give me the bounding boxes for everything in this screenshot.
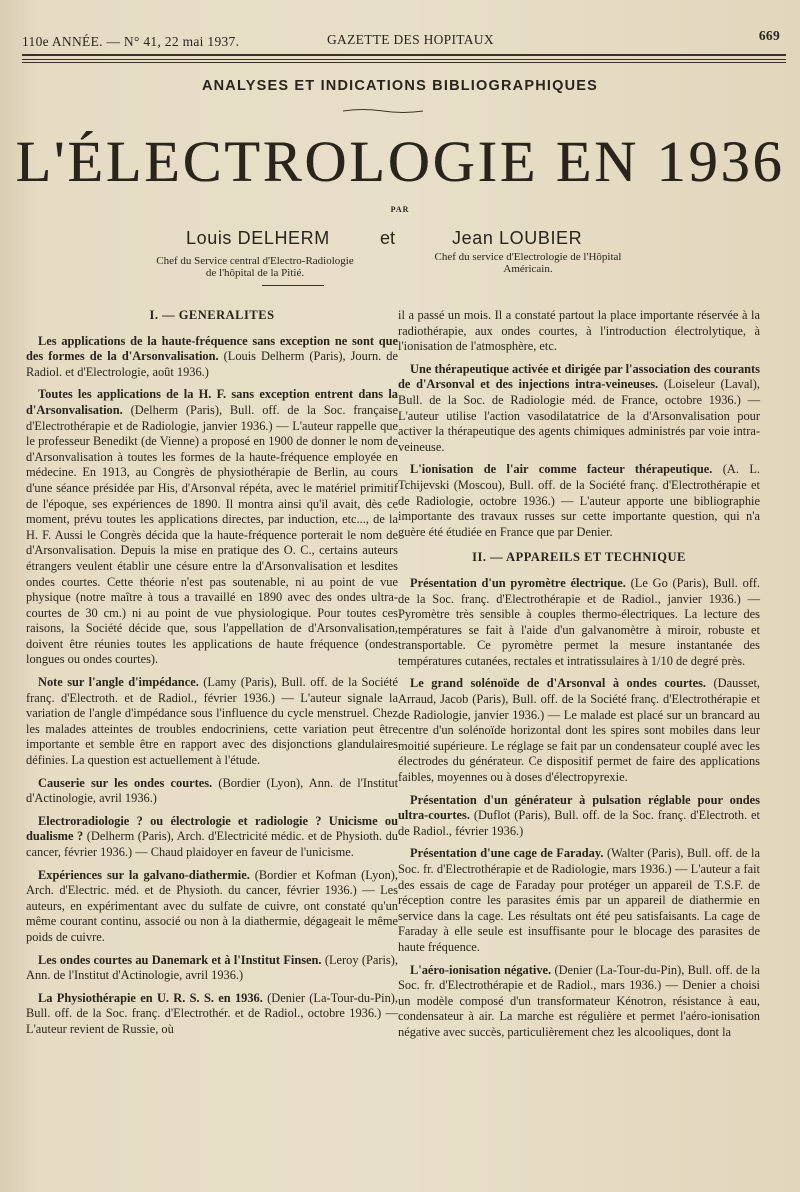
issue-info: 110e ANNÉE. — N° 41, 22 mai 1937. [22,34,240,49]
abstract-entry [398,576,760,670]
entry-title: Une thérapeutique activée et dirigée par l'association des courants de d'Arsonval et des injections intra-veineuses. [398,361,760,392]
entry-title: Causerie sur les ondes courtes. [38,775,213,790]
entry-title: Présentation d'une cage de Faraday. [410,846,604,861]
entry-body: (Delherm (Paris), Arch. d'Electricité médic. et de Physioth. du cancer, février 1936.) — Chaud plaidoyer en faveur de l'unicisme. [26,829,398,859]
abstract-entry [398,793,760,840]
entry-title: Présentation d'un générateur à pulsation réglable pour ondes ultra-courtes. [398,792,760,823]
affiliation-line: Américain. [503,263,553,275]
entry-body: (Bordier et Kofman (Lyon), Arch. d'Electric. méd. et de Physioth. du cancer, février 1936.) — Les auteurs, en expérimentant avec du sulfate de cuivre, ont constaté qu'un même courant continu, associé ou non à la diathermie, dégageait le même poids de cuivre. [26,867,398,944]
abstract-entry [26,675,398,769]
entry-body: (Loiseleur (Laval), Bull. de la Soc. de Radiologie méd. de France, octobre 1936.) — L'auteur utilise l'action vasodilatatrice de la d'Arsonvalisation pour activer la thérapeutique des agents chimiques administrés par voie intra-veineuse. [398,377,760,454]
author-2-name: Jean LOUBIER [452,228,583,248]
entry-body: (Duflot (Paris), Bull. off. de la Soc. franç. d'Electroth. et de Radiol., février 1936.) [398,808,760,838]
byline-par: PAR [390,205,410,214]
entry-body: (Leroy (Paris), Ann. de l'Institut d'Actinologie, avril 1936.) [26,952,398,983]
abstract-entry [26,814,398,861]
entry-title: Electroradiologie ? ou électrologie et radiologie ? Unicisme ou dualisme ? [26,813,398,844]
continued-paragraph: il a passé un mois. Il a constaté partout la place importante réservée à la radiothérapie, aux ondes courtes, à l'introduction électrolytique, à l'ionisation de l'atmosphère, etc. [398,308,760,354]
header-rule [22,54,786,56]
left-column [26,308,398,1045]
affiliation-line: de l'hôpital de la Pitié. [205,267,305,279]
abstract-entry [398,362,760,456]
author-conjunction: et [380,228,396,248]
entry-body: (Lamy (Paris), Bull. off. de la Société franç. d'Electroth. et de Radiol., février 1936.) — L'auteur signale la variation de l'angle d'impédance sous l'influence du cycle menstruel. Chez les malades atteintes de troubles endocriniens, cette variation peut être importante et semble être en rapport avec des disjonctions glandulaires définies. La question est actuellement à l'étude. [26,675,398,768]
entry-body: (Delherm (Paris), Bull. off. de la Soc. française d'Electrothérapie et de Radiologie, janvier 1936.) — L'auteur rappelle que le professeur Benedikt (de Vienne) a proposé en 1900 de donner le nom de d'Arsonvalisation à toutes les formes de la haute-fréquence employée en médecine. En 1913, au Congrès de physiothérapie de Berlin, au cours d'une séance présidée par His, d'Arsonval répéta, avec le matériel primitif de l'époque, ses expériences de 1890. Il montra ainsi qu'il avait, dès ce moment, prévu toutes les applications directes, par induction, etc..., de la H. F. Aussi le Congrès décida que la haute-fréquence porterait le nom de d'Arsonvalisation. Depuis la mise en pratique des O. C., certains auteurs étrangers veulent établir une césure entre la d'Arsonvalisation et lesdites ondes courtes. Cette théorie n'est pas soutenable, ni au point de vue physique (notre maître à tous a travaillé en 1890 avec des ondes ultra-courtes de 30 cm.) ni au point de vue physiologique. Pour toutes ces raisons, la Société décide que, sous l'appellation de d'Arsonvalisation, doivent être réunies toutes les applications de haute fréquence (ondes longues ou ondes courtes). [26,402,398,667]
entry-body: (A. L. Tchijevski (Moscou), Bull. off. de la Société franç. d'Electrothérapie et de Radiologie, octobre 1936.) — L'auteur apporte une bibliographie importante des travaux russes sur cette importante question, qui n'a guère été étudiée en France que par Denier. [398,462,760,539]
ornament-rule [343,108,423,114]
entry-body: (Walter (Paris), Bull. off. de la Soc. fr. d'Electrothérapie et de Radiologie, mars 1936.) — L'auteur a fait des essais de cage de Faraday pour protéger un appareil de T.S.F. de réception contre les parasites émis par un appareil de diathermie en service dans la cage. Les résultats ont été peu satisfaisants. La cage de Faraday à elle seule est insuffisante pour le blocage des parasites de haute fréquence. [398,846,760,954]
entry-title: La Physiothérapie en U. R. S. S. en 1936. [38,990,263,1005]
abstract-entry [26,991,398,1038]
abstract-entry [398,846,760,955]
header-rule [22,62,786,63]
abstract-entry [26,334,398,381]
entry-body: (Le Go (Paris), Bull. off. de la Soc. franç. d'Electrothérapie et de Radiol., janvier 1936.) — Pyromètre très sensible à couples thermo-électriques. La lecture des températures se fait à l'aide d'un galvanomètre à miroir, robuste et transportable. Ce pyromètre permet la mesure instantanée des températures cutanées, rectales et intratissulaires à 1/10 de degré près. [398,575,760,668]
abstract-entry [26,776,398,807]
affiliation-line: Chef du service d'Electrologie de l'Hôpital [434,251,622,263]
section-heading: I. — GENERALITES [149,308,275,322]
section-kicker: ANALYSES ET INDICATIONS BIBLIOGRAPHIQUES [201,78,599,94]
entry-body: (Denier (La-Tour-du-Pin), Bull. off. de la Soc. franç. d'Electrothér. et de Radiol., octobre 1936.) — L'auteur revient de Russie, où [26,990,398,1036]
entry-title: Toutes les applications de la H. F. sans exception entrent dans la d'Arsonvalisation. [26,387,398,417]
entry-title: Les ondes courtes au Danemark et à l'Institut Finsen. [38,952,322,967]
abstract-entry [26,953,398,984]
right-column [398,308,760,1048]
entry-title: L'ionisation de l'air comme facteur thérapeutique. [410,462,713,477]
author-2-affiliation [408,251,648,275]
entry-title: Expériences sur la galvano-diathermie. [38,867,250,882]
author-1-name: Louis DELHERM [186,228,330,248]
entry-body: (Bordier (Lyon), Ann. de l'Institut d'Actinologie, avril 1936.) [26,775,399,806]
entry-body: (Louis Delherm (Paris), Journ. de Radiol. et d'Electrologie, août 1936.) [26,349,398,379]
running-header [22,28,782,48]
article-title: L'ÉLECTROLOGIE EN 1936 [15,129,785,194]
abstract-entry [26,868,398,946]
entry-title: Le grand solénoïde de d'Arsonval à ondes courtes. [410,676,707,691]
entry-body: (Dausset, Arraud, Jacob (Paris), Bull. off. de la Société franç. d'Electrothérapie et de Radiologie, janvier 1936.) — Le malade est placé sur un brancard au centre d'un solénoïde horizontal dont les spires sont mobiles dans leur moitié supérieure. Le réglage se fait par un condensateur couplé avec les électrodes du générateur. Ce dispositif permet de faire des applications faibles, moyennes ou à doses d'électropyrexie. [398,676,760,785]
entry-body: (Denier (La-Tour-du-Pin), Bull. off. de la Soc. fr. d'Electrothérapie et de Radiol., mars 1936.) — Denier a choisi un modèle composé d'un transformateur Kénotron, résistance à eau, condensateur à air. La marche est régulière et permet l'aéro-ionisation négative avec succès, particulièrement chez les alcooliques, dont la [398,962,761,1039]
affiliation-line: Chef du Service central d'Electro-Radiologie [156,255,354,267]
abstract-entry [398,963,760,1041]
divider [262,285,324,286]
author-1-affiliation [140,255,370,279]
entry-title: Note sur l'angle d'impédance. [38,675,199,690]
header-rule [22,59,786,60]
entry-title: Présentation d'un pyromètre électrique. [410,575,626,590]
abstract-entry [398,676,760,785]
entry-title: Les applications de la haute-fréquence sans exception ne sont que des formes de la d'Arsonvalisation. [26,333,398,364]
abstract-entry [26,387,398,668]
entry-title: L'aéro-ionisation négative. [410,962,552,977]
section-heading: II. — APPAREILS ET TECHNIQUE [472,550,686,565]
abstract-entry [398,462,760,540]
journal-name: GAZETTE DES HOPITAUX [327,32,494,47]
page-number: 669 [758,28,780,43]
